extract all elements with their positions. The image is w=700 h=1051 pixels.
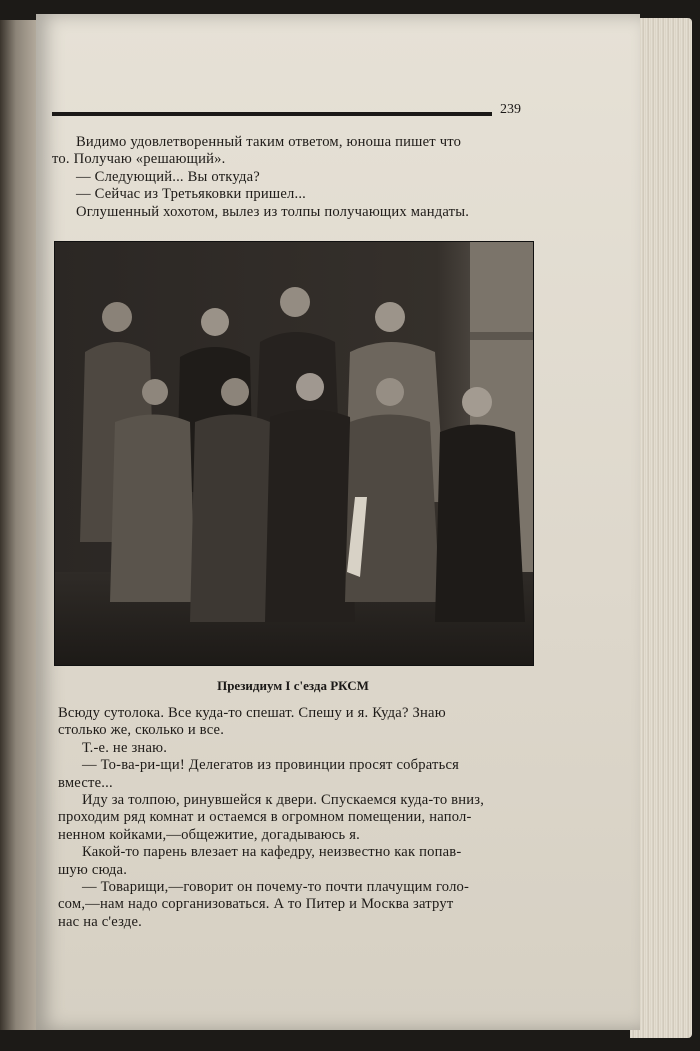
text-line: — Сейчас из Третьяковки пришел... [76, 186, 307, 203]
photo-illustration [55, 242, 533, 665]
text-line: то. Получаю «решающий». [52, 151, 226, 168]
text-line: Иду за толпою, ринувшейся к двери. Спускаемся куда-то вниз, [82, 792, 485, 809]
text-line: — То-ва-ри-щи! Делегатов из провинции просят собраться [82, 757, 460, 774]
page-number: 239 [500, 102, 521, 117]
top-paragraph [52, 134, 534, 221]
previous-page-edge [0, 20, 40, 1030]
text-line: нас на с'езде. [58, 913, 142, 930]
text-line: проходим ряд комнат и остаемся в огромном помещении, напол- [58, 809, 472, 826]
text-line: Т.-е. не знаю. [82, 739, 168, 756]
text-line: Какой-то парень влезает на кафедру, неизвестно как попав- [82, 844, 462, 861]
bottom-paragraph [58, 705, 540, 931]
presidium-photo [54, 241, 534, 666]
text-line: Всюду сутолока. Все куда-то спешат. Спешу и я. Куда? Знаю [58, 705, 446, 721]
text-line: — Товарищи,—говорит он почему-то почти плачущим голо- [82, 879, 470, 896]
text-line: сом,—нам надо сорганизоваться. А то Питер и Москва затрут [58, 896, 454, 913]
text-line: вместе... [58, 774, 113, 791]
text-line: Видимо удовлетворенный таким ответом, юноша пишет что [76, 134, 462, 150]
text-line: Оглушенный хохотом, вылез из толпы получающих мандаты. [76, 203, 470, 220]
photo-caption: Президиум I с'езда РКСМ [217, 678, 369, 693]
text-line: ненном койками,—общежитие, догадываюсь я. [58, 826, 361, 843]
text-line: шую сюда. [58, 861, 128, 878]
text-line: — Следующий... Вы откуда? [76, 168, 260, 185]
header-rule [52, 112, 492, 116]
text-line: столько же, сколько и все. [58, 722, 225, 739]
